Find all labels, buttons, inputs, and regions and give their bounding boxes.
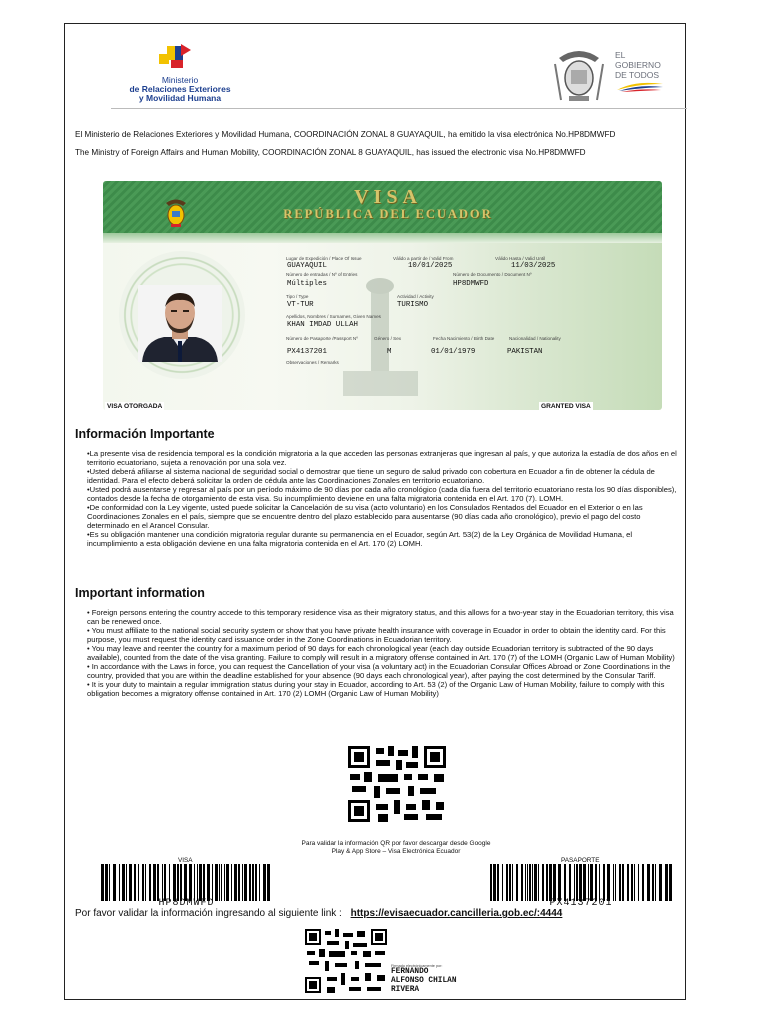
info-es-p3: •Usted podrá ausentarse y regresar al país por un período máximo de 90 días por cada año cronológico (cada día fuera del territorio ecuatoriano resta los 90 días disponibles), contados desde la fecha de otorgamiento de esta visa. Su incumplimiento deviene en una falta migratoria contenida en el Art. 170 (7). LOMH. bbox=[87, 485, 677, 503]
barcode-bar bbox=[173, 864, 176, 901]
barcode-bar bbox=[659, 864, 662, 901]
barcode-passport-label: PASAPORTE bbox=[561, 857, 600, 864]
visa-document bbox=[64, 23, 686, 1000]
barcode-bar bbox=[564, 864, 566, 901]
barcode-bar bbox=[669, 864, 672, 901]
barcode-bar bbox=[226, 864, 229, 901]
portrait-icon bbox=[138, 285, 222, 362]
gov-line-1: EL bbox=[615, 50, 626, 60]
barcode-bar bbox=[512, 864, 513, 901]
ministry-logo bbox=[115, 42, 245, 112]
barcode-bar bbox=[194, 864, 195, 901]
label-names: Apellidos, Nombres / Surnames, Given Names bbox=[286, 314, 381, 319]
info-es-p4: •De conformidad con la Ley vigente, usted puede solicitar la Cancelación de su visa (acto voluntario) en los Consulados Rentados del Ecuador en el Exterior o en las Coordinaciones Zonales en el país, siempre que se encuentre dentro del plazo establecido para ausentarse (90 días cada año cronológico), previo el pago del costo determinado en el Arancel Consular. bbox=[87, 503, 643, 530]
barcode-bar bbox=[177, 864, 179, 901]
qr-instructions bbox=[255, 840, 537, 856]
label-activity: Actividad / Activity bbox=[397, 294, 434, 299]
barcode-bar bbox=[207, 864, 210, 901]
barcode-bar bbox=[493, 864, 496, 901]
signer-line-3: RIVERA bbox=[391, 986, 420, 994]
visa-card bbox=[103, 181, 662, 410]
barcode-bar bbox=[532, 864, 533, 901]
visa-qr-code[interactable] bbox=[348, 746, 446, 822]
ministry-line-1: Ministerio bbox=[161, 75, 199, 85]
value-passport: PX4137201 bbox=[287, 348, 327, 356]
barcode-bar bbox=[497, 864, 499, 901]
barcode-bar bbox=[538, 864, 539, 901]
header-divider bbox=[111, 108, 687, 109]
signer-name bbox=[391, 968, 457, 995]
info-en-title: Important information bbox=[75, 586, 205, 600]
value-valid-until: 11/03/2025 bbox=[511, 262, 556, 270]
barcode-bar bbox=[234, 864, 237, 901]
barcode-bar bbox=[189, 864, 192, 901]
barcode-passport-value: PX4137201 bbox=[549, 898, 613, 909]
barcode-bar bbox=[255, 864, 257, 901]
barcode-bar bbox=[242, 864, 243, 901]
signature-qr-code[interactable] bbox=[305, 929, 387, 993]
barcode-bar bbox=[145, 864, 146, 901]
barcode-bar bbox=[588, 864, 589, 901]
info-es-title: Información Importante bbox=[75, 427, 215, 441]
info-en-p4: • In accordance with the Laws in force, you can request the Cancellation of your visa (a voluntary act) in the Ecuadorian Consular Offices Abroad or Zone Coordinations in the country, provided that you are within the deadline established for your absence (90 days each chronological year), after paying the cost determined by the Consular Tariff. bbox=[87, 662, 671, 680]
label-valid-from: Válido a partir de / Valid From bbox=[393, 256, 454, 261]
barcode-bar bbox=[549, 864, 552, 901]
coat-of-arms-small-icon bbox=[163, 197, 189, 229]
government-logo bbox=[549, 44, 685, 114]
validation-link[interactable]: https://evisaecuador.cancilleria.gob.ec/:4444 bbox=[350, 908, 563, 919]
visa-granted-en: GRANTED VISA bbox=[541, 403, 591, 410]
barcode-bar bbox=[252, 864, 254, 901]
barcode-bar bbox=[502, 864, 503, 901]
barcode-bar bbox=[603, 864, 605, 901]
barcode-bar bbox=[634, 864, 635, 901]
label-nationality: Nacionalidad / Nationality bbox=[509, 336, 561, 341]
flag-swoosh-icon bbox=[615, 80, 665, 92]
label-sex: Género / Sex bbox=[374, 336, 402, 341]
barcode-bar bbox=[521, 864, 523, 901]
barcode-bar bbox=[615, 864, 616, 901]
visa-title: VISA bbox=[354, 186, 422, 208]
barcode-bar bbox=[627, 864, 629, 901]
barcode-bar bbox=[224, 864, 225, 901]
signature-caption: Firmado electrónicamente por: bbox=[391, 964, 443, 968]
barcode-bar bbox=[153, 864, 156, 901]
barcode-bar bbox=[259, 864, 260, 901]
barcode-bar bbox=[553, 864, 556, 901]
band-fade bbox=[103, 233, 662, 243]
barcode-bar bbox=[134, 864, 136, 901]
barcode-bar bbox=[113, 864, 116, 901]
gov-line-2: GOBIERNO bbox=[615, 60, 661, 70]
barcode-bar bbox=[613, 864, 614, 901]
barcode-bar bbox=[119, 864, 120, 901]
barcode-bar bbox=[267, 864, 270, 901]
barcode-bar bbox=[101, 864, 104, 901]
barcode-bar bbox=[244, 864, 247, 901]
barcode-bar bbox=[529, 864, 531, 901]
barcode-bar bbox=[184, 864, 187, 901]
barcode-bar bbox=[509, 864, 511, 901]
info-es-p2: •Usted deberá afiliarse al sistema nacional de seguridad social o demostrar que tiene un seguro de salud privado con cobertura en Ecuador a fin de obtener la cédula de identidad. Para el efecto deberá solicitar la orden de cédula ante las Coordinaciones Zonales en territorio ecuatoriano. bbox=[87, 467, 655, 485]
ministry-line-3: y Movilidad Humana bbox=[138, 93, 222, 103]
barcode-bar bbox=[516, 864, 518, 901]
info-en-p1: • Foreign persons entering the country accede to this temporary residence visa as their migratory status, and this allows for a two-year stay in the Ecuadorian territory, this visa can be renewed once. bbox=[87, 608, 674, 626]
barcode-bar bbox=[212, 864, 213, 901]
barcode-bar bbox=[199, 864, 202, 901]
barcode-bar bbox=[249, 864, 251, 901]
info-en-body bbox=[87, 608, 679, 698]
signer-line-2: ALFONSO CHILAN bbox=[391, 977, 457, 985]
barcode-bar bbox=[583, 864, 586, 901]
value-valid-from: 10/01/2025 bbox=[408, 262, 453, 270]
barcode-bar bbox=[197, 864, 198, 901]
label-type: Tipo / Type bbox=[286, 294, 309, 299]
barcode-bar bbox=[576, 864, 578, 901]
barcode-bar bbox=[525, 864, 526, 901]
barcode-bar bbox=[542, 864, 544, 901]
holder-photo bbox=[138, 285, 222, 362]
intro-spanish: El Ministerio de Relaciones Exteriores y Movilidad Humana, COORDINACIÓN ZONAL 8 GUAYAQUIL, ha emitido la visa electrónica No.HP8DMWFD bbox=[75, 130, 616, 139]
value-entries: Múltiples bbox=[287, 280, 327, 288]
value-place: GUAYAQUIL bbox=[287, 262, 327, 270]
barcode-bar bbox=[215, 864, 218, 901]
value-docnum: HP8DMWFD bbox=[453, 280, 489, 288]
barcode-bar bbox=[607, 864, 610, 901]
info-es-p1: •La presente visa de residencia temporal es la condición migratoria a la que acceden las personas extranjeras que ingresan al país, y que autoriza la estadía de dos años en el territorio ecuatoriano, sujeta a renovación por una sola vez. bbox=[87, 449, 677, 467]
barcode-bar bbox=[109, 864, 110, 901]
barcode-bar bbox=[490, 864, 492, 901]
barcode-bar bbox=[164, 864, 166, 901]
barcode-bar bbox=[599, 864, 600, 901]
barcode-bar bbox=[590, 864, 593, 901]
info-es-p5: •Es su obligación mantener una condición migratoria regular durante su permanencia en el Ecuador, según Art. 53(2) de la Ley Orgánica de Movilidad Humana, el incumplimiento a esta obligación deviene en una falta migratoria contenida en el Art. 170 (2) LOMH. bbox=[87, 530, 633, 548]
info-en-p3: • You may leave and reenter the country for a maximum period of 90 days for each chronological year (each day outside Ecuadorian territory is subtracted of the 90 days available), counted from the date of the visa granting. Failure to comply will result in a migratory offense contained in Art. 170 (7) of the LOMH (Organic Law of Human Mobility) bbox=[87, 644, 675, 662]
label-docnum: Número de Documento / Document Nº bbox=[453, 272, 532, 277]
label-place: Lugar de Expedición / Place Of Issue bbox=[286, 256, 362, 261]
barcode-bar bbox=[652, 864, 654, 901]
value-activity: TURISMO bbox=[397, 301, 429, 309]
barcode-bar bbox=[631, 864, 633, 901]
label-observations: Observaciones / Remarks bbox=[286, 360, 339, 365]
barcode-bar bbox=[619, 864, 621, 901]
barcode-bar bbox=[221, 864, 222, 901]
barcode-bar bbox=[238, 864, 240, 901]
info-en-p2: • You must affiliate to the national social security system or show that you have private health insurance with coverage in Ecuador in order to obtain the identity card. For this purpose, you must request the identity card issuance order in the Zone Coordinations in Ecuadorian territory. bbox=[87, 626, 666, 644]
barcode-bar bbox=[534, 864, 537, 901]
coat-of-arms-icon bbox=[549, 44, 609, 106]
visa-barcode bbox=[99, 864, 274, 901]
barcode-bar bbox=[579, 864, 582, 901]
barcode-visa-value: HP8DMWFD bbox=[158, 898, 215, 909]
barcode-bar bbox=[574, 864, 575, 901]
gov-line-3: DE TODOS bbox=[615, 70, 660, 80]
value-birth: 01/01/1979 bbox=[431, 348, 476, 356]
signer-line-1: FERNANDO bbox=[391, 968, 429, 976]
info-en-p5: • It is your duty to maintain a regular immigration status during your stay in Ecuador, according to Art. 53 (2) of the Organic Law of Human Mobility, failure to comply with this obligation becomes a migratory offense contained in Art. 170 (2) LOMH (Organic Law of Human Mobility) bbox=[87, 680, 665, 698]
qr-line-1: Para validar la información QR por favor descargar desde Google bbox=[301, 840, 491, 847]
barcode-bar bbox=[169, 864, 170, 901]
barcode-bar bbox=[126, 864, 127, 901]
value-nationality: PAKISTAN bbox=[507, 348, 543, 356]
barcode-bar bbox=[655, 864, 656, 901]
barcode-bar bbox=[527, 864, 528, 901]
passport-barcode bbox=[488, 864, 674, 901]
label-entries: Número de entradas / Nº of Entries bbox=[286, 272, 358, 277]
barcode-bar bbox=[595, 864, 597, 901]
barcode-bar bbox=[105, 864, 108, 901]
barcode-bar bbox=[506, 864, 508, 901]
label-birth: Fecha Nacimiento / Birth Date bbox=[433, 336, 495, 341]
barcode-bar bbox=[149, 864, 151, 901]
validation-text: Por favor validar la información ingresando al siguiente link : bbox=[75, 908, 342, 919]
barcode-bar bbox=[129, 864, 132, 901]
barcode-bar bbox=[622, 864, 624, 901]
value-names: KHAN IMDAD ULLAH bbox=[287, 321, 358, 329]
barcode-bar bbox=[219, 864, 220, 901]
barcode-bar bbox=[642, 864, 644, 901]
validation-line bbox=[75, 908, 675, 919]
visa-subtitle: REPÚBLICA DEL ECUADOR bbox=[283, 207, 493, 221]
barcode-bar bbox=[203, 864, 205, 901]
barcode-bar bbox=[142, 864, 144, 901]
barcode-bar bbox=[157, 864, 159, 901]
value-type: VT-TUR bbox=[287, 301, 314, 309]
visa-granted-es: VISA OTORGADA bbox=[107, 403, 163, 410]
barcode-visa-label: VISA bbox=[178, 857, 193, 864]
barcode-bar bbox=[263, 864, 266, 901]
barcode-bar bbox=[558, 864, 561, 901]
info-es-body bbox=[87, 449, 679, 548]
qr-line-2: Play & App Store – Visa Electrónica Ecuador bbox=[331, 848, 461, 855]
value-sex: M bbox=[387, 348, 392, 356]
label-passport: Número de Pasaporte /Passport Nº bbox=[286, 336, 358, 341]
barcode-bar bbox=[665, 864, 668, 901]
barcode-bar bbox=[546, 864, 548, 901]
barcode-bar bbox=[638, 864, 639, 901]
intro-english: The Ministry of Foreign Affairs and Human Mobility, COORDINACIÓN ZONAL 8 GUAYAQUIL, has issued the electronic visa No.HP8DMWFD bbox=[75, 148, 586, 157]
barcode-bar bbox=[122, 864, 125, 901]
barcode-bar bbox=[138, 864, 139, 901]
label-valid-until: Válido Hasta / Valid Until bbox=[495, 256, 546, 261]
barcode-bar bbox=[231, 864, 232, 901]
barcode-bar bbox=[647, 864, 650, 901]
barcode-bar bbox=[180, 864, 182, 901]
ministry-line-2: de Relaciones Exteriores bbox=[129, 84, 231, 94]
barcode-bar bbox=[569, 864, 571, 901]
ministry-emblem-icon bbox=[115, 42, 245, 76]
barcode-bar bbox=[162, 864, 163, 901]
